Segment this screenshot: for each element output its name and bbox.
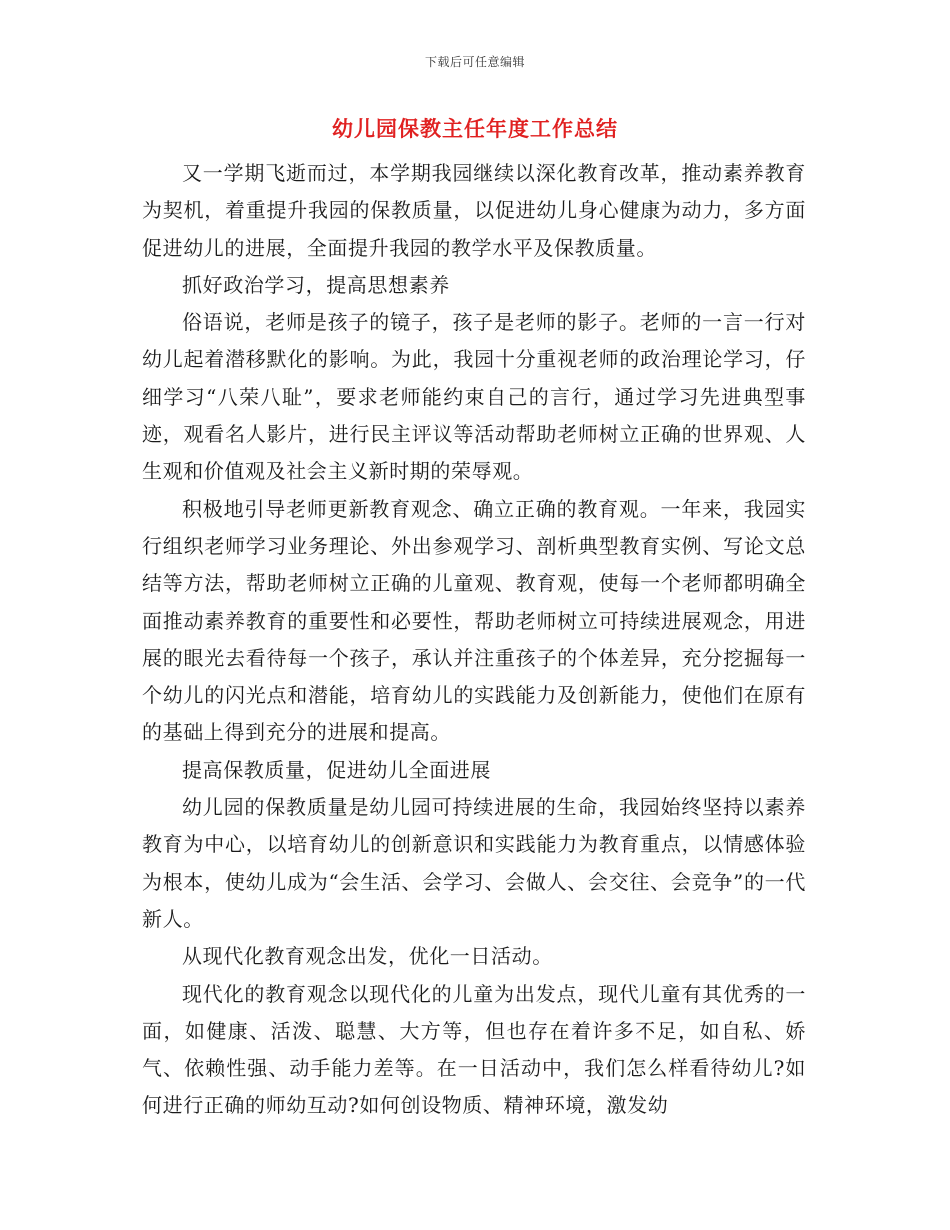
document-body bbox=[142, 155, 806, 1125]
document-title: 幼儿园保教主任年度工作总结 bbox=[332, 116, 618, 141]
section-heading-political-study: 抓好政治学习，提高思想素养 bbox=[182, 272, 450, 297]
section-heading-daily-activity: 从现代化教育观念出发，优化一日活动。 bbox=[182, 944, 553, 969]
paragraph-modern-education: 现代化的教育观念以现代化的儿童为出发点，现代儿童有其优秀的一面，如健康、活泼、聪慧、大方等，但也存在着许多不足，如自私、娇气、依赖性强、动手能力差等。在一日活动中，我们怎么样看待幼儿?如何进行正确的师幼互动?如何创设物质、精神环境，激发幼 bbox=[142, 981, 806, 1118]
paragraph-intro: 又一学期飞逝而过，本学期我园继续以深化教育改革，推动素养教育为契机，着重提升我园的保教质量，以促进幼儿身心健康为动力，多方面促进幼儿的进展，全面提升我园的教学水平及保教质量。 bbox=[142, 161, 806, 260]
section-heading-care-quality: 提高保教质量，促进幼儿全面进展 bbox=[182, 757, 491, 782]
page-header-note: 下载后可任意编辑 bbox=[424, 55, 525, 69]
paragraph-care-quality: 幼儿园的保教质量是幼儿园可持续进展的生命，我园始终坚持以素养教育为中心，以培育幼儿的创新意识和实践能力为教育重点，以情感体验为根本，使幼儿成为“会生活、会学习、会做人、会交往、会竞争”的一代新人。 bbox=[142, 795, 806, 931]
paragraph-education-concept: 积极地引导老师更新教育观念、确立正确的教育观。一年来，我园实行组织老师学习业务理论、外出参观学习、剖析典型教育实例、写论文总结等方法，帮助老师树立正确的儿童观、教育观，使每一个老师都明确全面推动素养教育的重要性和必要性，帮助老师树立可持续进展观念，用进展的眼光去看待每一个孩子，承认并注重孩子的个体差异，充分挖掘每一个幼儿的闪光点和潜能，培育幼儿的实践能力及创新能力，使他们在原有的基础上得到充分的进展和提高。 bbox=[142, 496, 806, 745]
paragraph-teacher-mirror: 俗语说，老师是孩子的镜子，孩子是老师的影子。老师的一言一行对幼儿起着潜移默化的影响。为此，我园十分重视老师的政治理论学习，仔细学习“八荣八耻”，要求老师能约束自己的言行，通过学习先进典型事迹，观看名人影片，进行民主评议等活动帮助老师树立正确的世界观、人生观和价值观及社会主义新时期的荣辱观。 bbox=[142, 310, 806, 484]
